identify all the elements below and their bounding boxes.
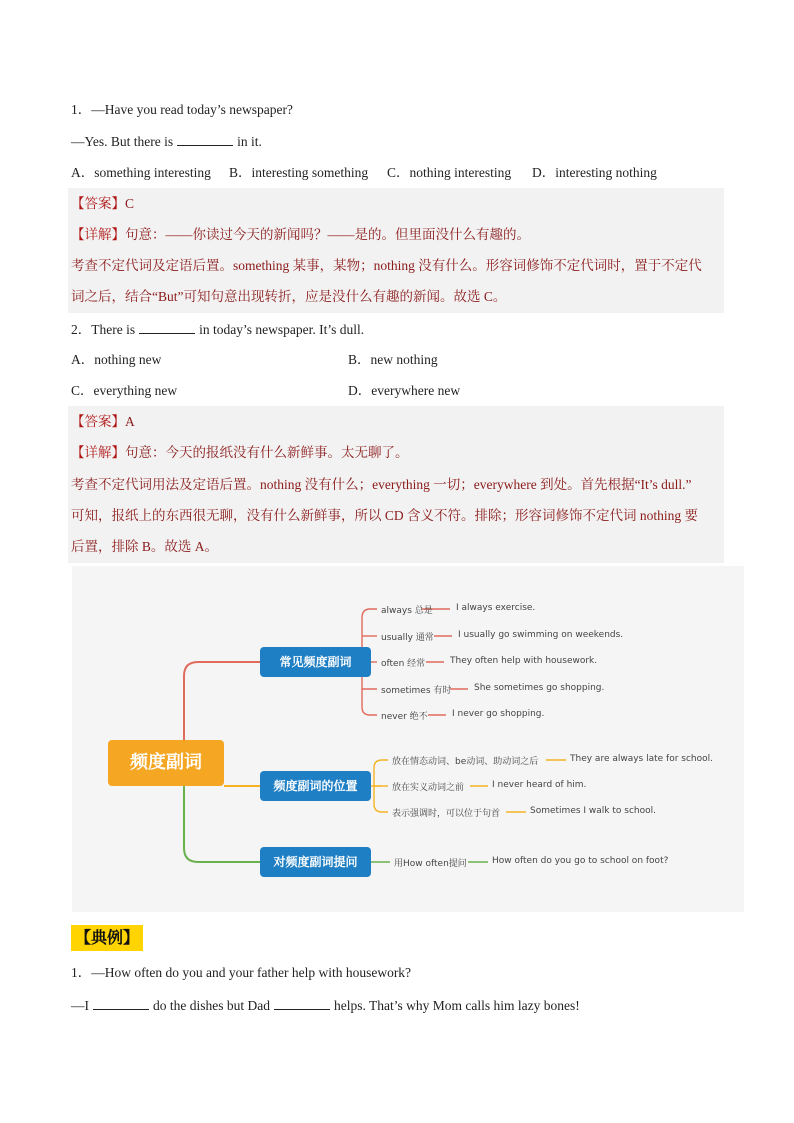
q1-option-a: A．something interesting: [71, 165, 211, 180]
example-q1-c: helps. That’s why Mom calls him lazy bones!: [334, 998, 580, 1013]
leaf-position-before-verb-example: I never heard of him.: [492, 780, 587, 790]
branch-common-adverbs: 常见频度副词: [260, 647, 371, 677]
q2-detail-line1: [71, 443, 409, 463]
leaf-position-before-verb: 放在实义动词之前: [392, 783, 465, 793]
q2-detail-line2: 考查不定代词用法及定语后置。nothing 没有什么；everything 一切；everywhere 到处。首先根据“It’s dull.”: [71, 477, 692, 492]
q2-stem: [71, 319, 364, 340]
leaf-usually: usually 通常: [381, 633, 434, 643]
q2-option-d: D．everywhere new: [348, 383, 461, 398]
q1-line2-b: in it.: [237, 134, 262, 149]
q1-option-c: C．nothing interesting: [387, 165, 512, 180]
q1-answer-tag: 【答案】: [71, 196, 125, 211]
leaf-how-often: 用How often提问: [394, 859, 467, 869]
q1-detail-line3: 词之后，结合“But”可知句意出现转折，应是没什么有趣的新闻。故选 C。: [71, 289, 507, 304]
example-q1-blank-1: [93, 995, 149, 1010]
leaf-often: often 经常: [381, 659, 426, 669]
q1-line2-a: —Yes. But there is: [71, 134, 174, 149]
leaf-sometimes: sometimes 有时: [381, 686, 452, 696]
q2-option-a: A．nothing new: [71, 352, 162, 367]
connector-branch-3: [184, 786, 260, 862]
leaf-position-after-aux: 放在情态动词、be动词、助动词之后: [392, 757, 539, 767]
example-q1-blank-2: [274, 995, 330, 1010]
leaf-never: never 绝不: [381, 712, 428, 722]
q1-stem: 1．—Have you read today’s newspaper?: [71, 102, 293, 117]
q2-stem-a: 2．There is: [71, 322, 136, 337]
leaf-sometimes-example: She sometimes go shopping.: [474, 683, 605, 693]
q2-stem-b: in today’s newspaper. It’s dull.: [199, 322, 365, 337]
q2-detail-text1: 句意：今天的报纸没有什么新鲜事。太无聊了。: [125, 445, 409, 460]
branch-adverb-position: 频度副词的位置: [260, 771, 371, 801]
example-q1-a: —I: [71, 998, 89, 1013]
connector-branch-1: [184, 662, 260, 740]
q1-detail-text1: 句意：——你读过今天的新闻吗？——是的。但里面没什么有趣的。: [125, 227, 530, 242]
q2-option-c: C．everything new: [71, 383, 178, 398]
leaf-position-after-aux-example: They are always late for school.: [570, 754, 714, 764]
q1-detail-line1: [71, 225, 530, 245]
leaf-often-example: They often help with housework.: [450, 656, 598, 666]
leaf-never-example: I never go shopping.: [452, 709, 545, 719]
leaf-position-sentence-start-example: Sometimes I walk to school.: [530, 806, 656, 816]
example-section-tag: 【典例】: [71, 925, 143, 951]
example-q1-stem: 1．—How often do you and your father help with housework?: [71, 965, 412, 980]
q2-blank: [139, 319, 195, 334]
leaf-always-example: I always exercise.: [456, 603, 536, 613]
q1-answer-value: C: [125, 196, 135, 211]
q2-answer-value: A: [125, 414, 135, 429]
branch-ask-frequency: 对频度副词提问: [260, 847, 371, 877]
example-q1-b: do the dishes but Dad: [153, 998, 270, 1013]
leaf-how-often-example: How often do you go to school on foot?: [492, 856, 669, 866]
leaf-position-sentence-start: 表示强调时，可以位于句首: [392, 809, 501, 819]
leaf-usually-example: I usually go swimming on weekends.: [458, 630, 624, 640]
q1-detail-tag: 【详解】: [71, 227, 125, 242]
q2-answer: [71, 412, 135, 432]
q1-blank: [177, 131, 233, 146]
q1-line2: [71, 131, 262, 152]
q2-detail-line3: 可知，报纸上的东西很无聊，没有什么新鲜事，所以 CD 含义不符。排除；形容词修饰不定代词 nothing 要: [71, 508, 699, 523]
q1-option-b: B．interesting something: [229, 165, 369, 180]
q2-answer-tag: 【答案】: [71, 414, 125, 429]
example-q1-line2: [71, 995, 580, 1016]
leaf-always: always 总是: [381, 606, 433, 616]
q1-option-d: D．interesting nothing: [532, 165, 657, 180]
mindmap-root: 频度副词: [108, 740, 224, 786]
q2-detail-line4: 后置，排除 B。故选 A。: [71, 539, 219, 554]
mindmap: [72, 566, 744, 912]
q1-detail-line2: 考查不定代词及定语后置。something 某事，某物；nothing 没有什么。形容词修饰不定代词时，置于不定代: [71, 258, 702, 273]
q2-option-b: B．new nothing: [348, 352, 438, 367]
q2-detail-tag: 【详解】: [71, 445, 125, 460]
q1-answer: [71, 194, 134, 214]
